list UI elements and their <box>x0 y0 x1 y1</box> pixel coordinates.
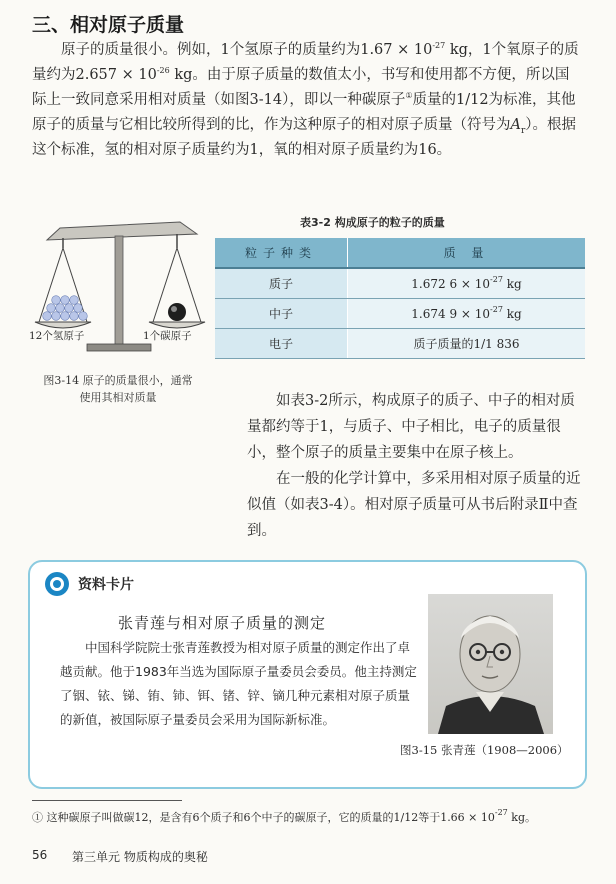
footnote-divider <box>32 800 182 801</box>
particle-name: 电子 <box>215 329 348 359</box>
section-heading: 三、相对原子质量 <box>32 14 185 36</box>
figure-caption <box>28 372 208 406</box>
particle-mass: 1.674 $9 \times 10^{-27}$ kg <box>348 299 586 329</box>
footnote-marker: ① <box>405 91 413 100</box>
page-number: 56 <box>32 848 48 862</box>
exponent: -27 <box>494 808 508 817</box>
column-header-type: 粒子种类 <box>215 238 348 268</box>
particle-mass: 1.672 $6 \times 10^{-27}$ kg <box>348 268 586 299</box>
intro-text-4: 质量的1/12为标准，其他原子的质量与它相比较所得到的比，作为这种原子的相对原子质量（符号为 <box>32 92 576 133</box>
portrait-caption: 图3-15 张青莲（1908—2006） <box>400 743 569 757</box>
intro-text-3: kg。由于原子质量的数值太小，书写和使用都不方便，所以国际上一致同意采用相对质量（如图3-14），即以一种碳原子 <box>32 67 570 108</box>
footnote-unit: kg。 <box>507 811 536 824</box>
exponent: -26 <box>156 66 170 75</box>
particle-name: 中子 <box>215 299 348 329</box>
portrait-photo <box>428 594 553 734</box>
table-header-row <box>215 238 585 268</box>
table-row <box>215 268 585 299</box>
unit-title: 第三单元 物质构成的奥秘 <box>72 850 208 864</box>
symbol-subscript: r <box>520 125 526 136</box>
card-label: 资料卡片 <box>78 577 134 593</box>
intro-text-2: kg，1个氧原子的质量约为2.657 × 10 <box>32 42 579 83</box>
particle-mass-table <box>215 238 585 359</box>
balance-figure <box>25 210 215 365</box>
card-body <box>60 636 420 732</box>
figure-caption-line-2: 使用其相对质量 <box>79 391 157 404</box>
left-pan-label: 12个氢原子 <box>29 330 85 342</box>
explanation-paragraph-2: 在一般的化学计算中，多采用相对原子质量的近似值（如表3-4）。相对原子质量可从书后附录Ⅱ中查到。 <box>247 471 581 539</box>
column-header-mass: 质 量 <box>348 238 586 268</box>
intro-text-5: ）。根据这个标准，氢的相对原子质量约为1，氧的相对原子质量约为16。 <box>32 117 577 158</box>
exponent: -27 <box>432 41 446 50</box>
table-caption: 表3-2 构成原子的粒子的质量 <box>300 216 445 229</box>
person-portrait-icon <box>428 594 553 734</box>
table-explanation <box>247 388 587 544</box>
intro-text-1: 原子的质量很小。例如，1个氢原子的质量约为1.67 × 10 <box>61 42 433 58</box>
table-row <box>215 299 585 329</box>
card-title: 张青莲与相对原子质量的测定 <box>118 614 327 632</box>
particle-name: 质子 <box>215 268 348 299</box>
info-card-icon <box>44 571 70 597</box>
intro-paragraph <box>32 38 582 163</box>
table-row <box>215 329 585 359</box>
footnote-text: ① 这种碳原子叫做碳12，是含有6个质子和6个中子的碳原子，它的质量的1/12等于1.66 × 10 <box>32 811 495 824</box>
figure-caption-line-1: 图3-14 原子的质量很小，通常 <box>43 374 193 387</box>
footnote <box>32 809 592 825</box>
card-body-text: 中国科学院院士张青莲教授为相对原子质量的测定作出了卓越贡献。他于1983年当选为国际原子量委员会委员。他主持测定了铟、铱、锑、铕、铈、铒、锗、锌、镝几种元素相对原子质量的新值，被国际原子量委员会采用为国际新标准。 <box>60 640 417 727</box>
particle-mass: 质子质量的1/1 836 <box>348 329 586 359</box>
right-pan-label: 1个碳原子 <box>143 330 192 342</box>
symbol-a: A <box>510 117 521 133</box>
explanation-paragraph-1: 如表3-2所示，构成原子的质子、中子的相对质量都约等于1，与质子、中子相比，电子的质量很小，整个原子的质量主要集中在原子核上。 <box>247 393 575 461</box>
